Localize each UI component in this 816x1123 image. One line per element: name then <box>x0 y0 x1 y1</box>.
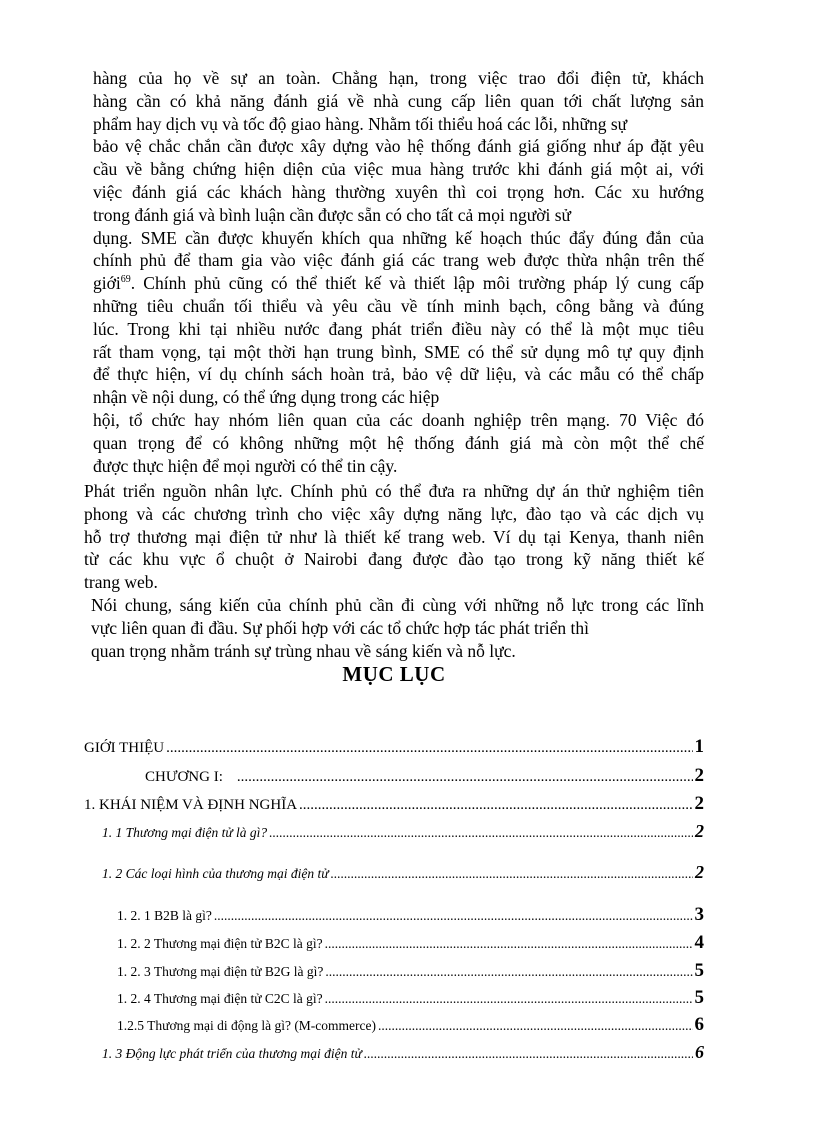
toc-leader <box>325 936 693 952</box>
text-line: quan trọng nhằm tránh sự trùng nhau về sáng kiến và nỗ lực. <box>91 640 516 661</box>
text-line: để thực hiện, ví dụ chính sách hoàn trả, bảo vệ dữ liệu, và các mẫu có thể chấp <box>93 364 704 385</box>
toc-leader <box>378 1018 692 1034</box>
toc-entry-page: 4 <box>694 932 704 953</box>
text-line: hàng cần có khả năng đánh giá về nhà cung cấp liên quan tới chất lượng sản <box>93 90 704 111</box>
text-line: trong đánh giá và bình luận cần được sẵn có cho tất cả mọi người sử <box>93 204 572 225</box>
toc-entry-label: 1. 1 Thương mại điện tử là gì? <box>102 825 268 840</box>
text-line: từ các khu vực ổ chuột ở Nairobi đang được đào tạo trong kỹ năng thiết kế <box>84 549 704 570</box>
toc-title: MỤC LỤC <box>342 662 446 686</box>
text-line: hội, tổ chức hay nhóm liên quan của các doanh nghiệp trên mạng. 70 Việc đó <box>93 409 704 430</box>
toc-entry-label: 1. KHÁI NIỆM VÀ ĐỊNH NGHĨA <box>84 797 298 813</box>
toc-leader <box>269 825 693 841</box>
toc-entry[interactable] <box>117 904 704 926</box>
text-line: lúc. Trong khi tại nhiều nước đang phát triển điều này có thể là một mục tiêu <box>93 318 704 339</box>
text-line: quan trọng để có không những một hệ thống đánh giá mà còn một thể chế <box>93 432 704 453</box>
text-line: được thực hiện để mọi người có thể tin cậy. <box>93 455 398 476</box>
toc-entry[interactable] <box>84 793 704 815</box>
toc-entry[interactable] <box>84 736 704 758</box>
text-line: hỗ trợ thương mại điện tử như là thiết kế trang web. Ví dụ tại Kenya, thanh niên <box>84 526 704 547</box>
toc-entry-page: 3 <box>694 904 704 925</box>
toc-entry-page: 6 <box>694 1014 704 1035</box>
toc-entry[interactable] <box>117 987 704 1009</box>
toc-entry-page: 2 <box>695 821 704 841</box>
toc-leader <box>325 991 693 1007</box>
toc-entry[interactable] <box>117 1014 704 1036</box>
toc-entry-page: 5 <box>694 987 704 1008</box>
toc-entry[interactable] <box>117 960 704 982</box>
toc-leader <box>364 1046 693 1062</box>
toc-entry-label: GIỚI THIỆU <box>84 740 165 756</box>
toc-entry-page: 2 <box>694 793 704 814</box>
toc-entry-page: 1 <box>694 736 704 757</box>
text-line: hàng của họ về sự an toàn. Chẳng hạn, trong việc trao đổi điện tử, khách <box>93 68 704 88</box>
toc-leader <box>299 797 692 814</box>
body-paragraph-2 <box>84 480 704 594</box>
toc-entry-page: 2 <box>694 765 704 786</box>
text-line: nhận về nội dung, có thể ứng dụng trong các hiệp <box>93 387 440 408</box>
toc-entry-label: 1. 3 Động lực phát triển của thương mại điện tử <box>102 1046 362 1061</box>
toc-entry-page: 2 <box>695 862 704 882</box>
toc-entry[interactable] <box>102 1042 704 1063</box>
text-line: rất tham vọng, tại một thời hạn trung bình, SME có thể sử dụng mô tự quy định <box>93 341 704 362</box>
toc-leader <box>331 866 693 882</box>
toc-entry-label: 1. 2. 4 Thương mại điện tử C2C là gì? <box>117 991 323 1006</box>
toc-leader <box>325 964 692 980</box>
text-line: phẩm hay dịch vụ và tốc độ giao hàng. Nhằm tối thiểu hoá các lỗi, những sự <box>93 113 628 134</box>
toc-entry[interactable] <box>102 821 704 842</box>
text-fragment: . Chính phủ cũng có thể thiết kế và thiết lập môi trường pháp lý cung cấp <box>130 273 704 294</box>
text-line: trang web. <box>84 572 158 593</box>
toc-entry[interactable] <box>117 932 704 954</box>
toc-leader <box>166 740 692 757</box>
toc-entry-label: 1. 2 Các loại hình của thương mại điện tử <box>102 866 329 881</box>
toc-entry-label: 1. 2. 1 B2B là gì? <box>117 908 212 923</box>
text-line: dụng. SME cần được khuyến khích qua những kế hoạch thúc đẩy đúng đắn của <box>93 227 704 248</box>
toc-entry-label: 1.2.5 Thương mại di động là gì? (M-commerce) <box>117 1018 377 1033</box>
text-line: cầu về bằng chứng hiện diện của việc mua hàng trước khi đánh giá một ai, với <box>93 159 704 180</box>
toc-entry[interactable] <box>145 765 704 787</box>
toc-leader <box>214 908 693 924</box>
toc-entry-label: 1. 2. 3 Thương mại điện tử B2G là gì? <box>117 964 324 979</box>
text-line: Phát triển nguồn nhân lực. Chính phủ có thể đưa ra những dự án thử nghiệm tiên <box>84 481 704 501</box>
text-line: việc đánh giá các khách hàng thường xuyên thì coi trọng hơn. Các xu hướng <box>93 181 704 202</box>
body-paragraph-1 <box>93 67 704 477</box>
toc-entry-label: CHƯƠNG I: <box>145 769 223 785</box>
toc-entry-page: 5 <box>694 960 704 981</box>
body-paragraph-3 <box>91 594 704 662</box>
text-line: bảo vệ chắc chắn cần được xây dựng vào hệ thống đánh giá giống như áp đặt yêu <box>93 136 704 157</box>
footnote-ref: 69 <box>120 274 131 286</box>
text-line: phong và các chương trình cho việc xây dựng năng lực, đào tạo và các dịch vụ <box>84 503 704 524</box>
toc-entry-label: 1. 2. 2 Thương mại điện tử B2C là gì? <box>117 936 323 951</box>
toc-leader <box>237 769 693 786</box>
text-line: vực liên quan đi đầu. Sự phối hợp với các tổ chức hợp tác phát triển thì <box>91 617 589 638</box>
text-line: chính phủ để tham gia vào việc đánh giá các trang web được thừa nhận trên thế <box>93 250 704 271</box>
text-line: Nói chung, sáng kiến của chính phủ cần đi cùng với những nỗ lực trong các lĩnh <box>91 595 704 615</box>
text-line: những tiêu chuẩn tối thiểu và yêu cầu về tính minh bạch, công bằng và đúng <box>93 295 704 316</box>
toc-entry[interactable] <box>102 862 704 883</box>
text-line <box>93 272 704 295</box>
toc-entry-page: 6 <box>695 1042 704 1062</box>
text-fragment: giới <box>93 273 121 294</box>
